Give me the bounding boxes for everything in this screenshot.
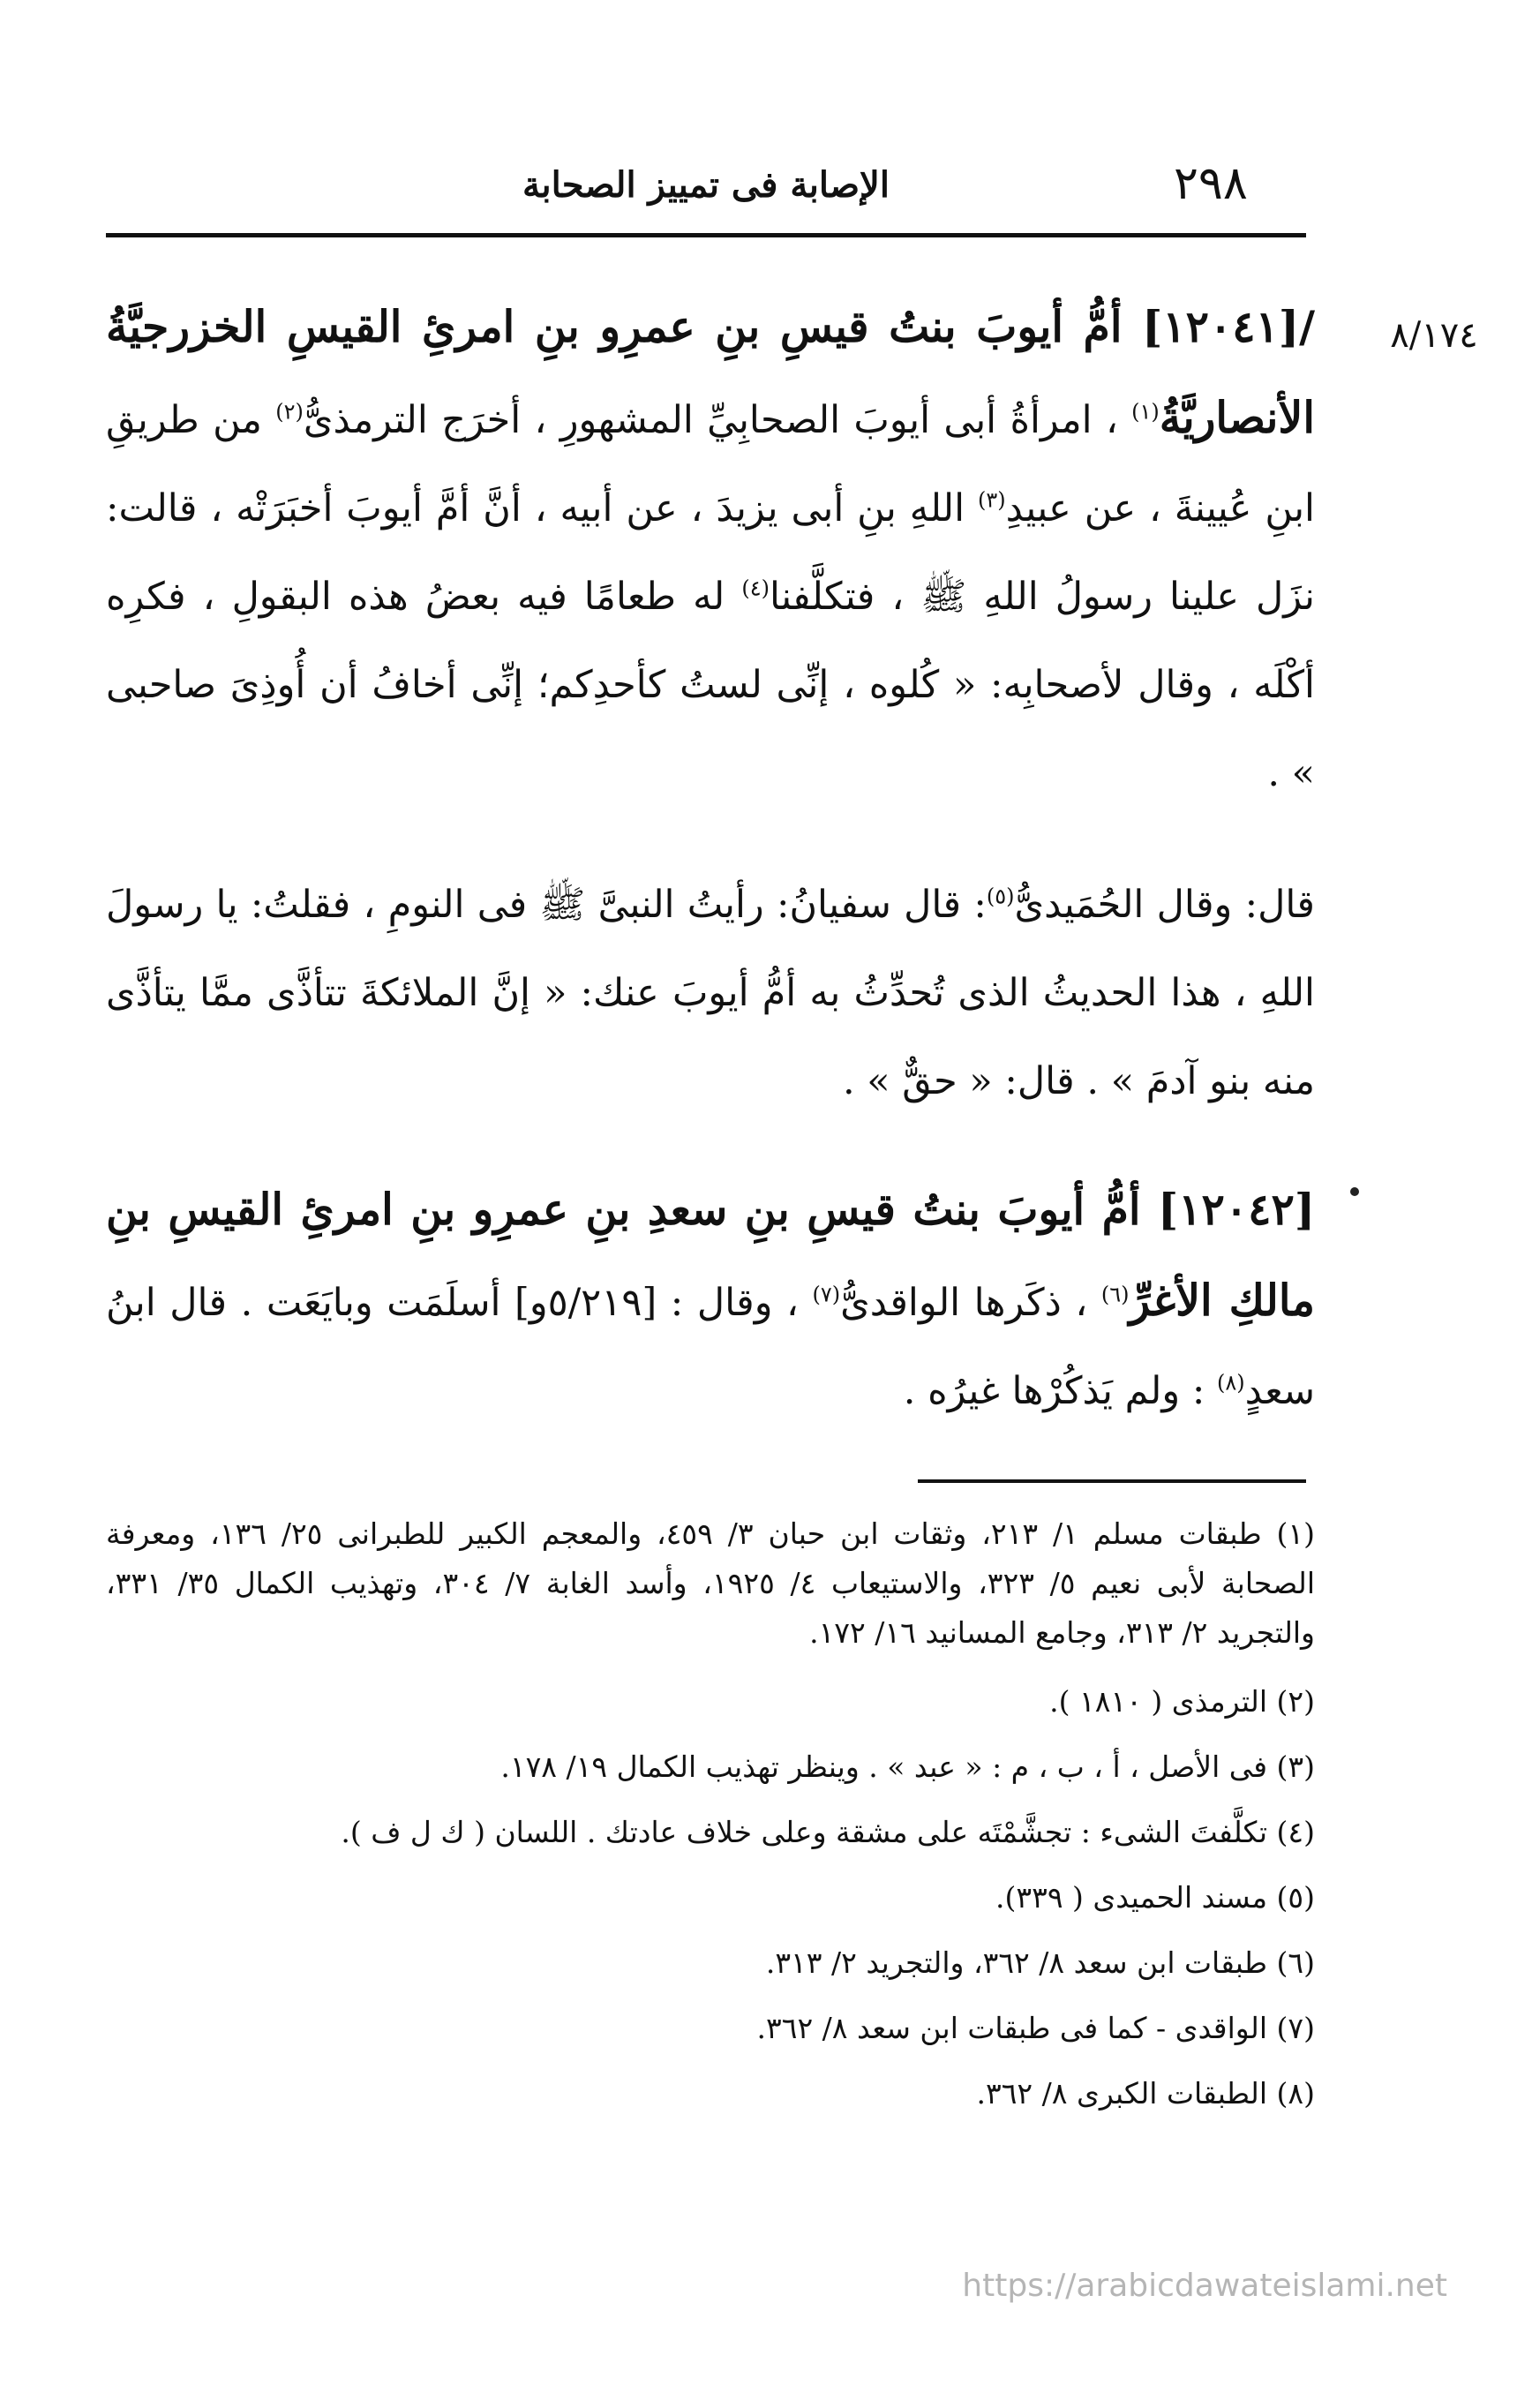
footnote-marker: (٦)	[1100, 1282, 1130, 1307]
footnote-marker: (٤)	[741, 576, 770, 601]
footnote-marker: (١)	[1131, 399, 1160, 425]
footnote-2	[106, 1677, 1315, 1727]
entry-text: ، ذكَرها الواقدىُّ	[840, 1281, 1088, 1325]
footnote-text: طبقات مسلم ١/ ٢١٣، وثقات ابن حبان ٣/ ٤٥٩، والمعجم الكبير للطبرانى ٢٥/ ١٣٦، ومعرفة الصحابة لأبى نعيم ٥/ ٣٢٣، والاستيعاب ٤/ ١٩٢٥، وأسد الغابة ٧/ ٣٠٤، وتهذيب الكمال ٣٥/ ٣٣١، والتجريد ٢/ ٣١٣، وجامع المسانيد ١٦/ ١٧٢.	[106, 1516, 1316, 1650]
page-number: ٢٩٨	[1174, 157, 1248, 210]
footnote-marker: (٧)	[812, 1282, 841, 1307]
footnote-8	[106, 2069, 1315, 2118]
entry-text: له طعامًا فيه بعضُ هذه البقولِ ، فكرِه أكْلَه ، وقال لأصحابِه: « كُلوه ، إنِّى لستُ كأحدِكم؛ إنِّى أخافُ أن أُوذِىَ صاحبى » .	[106, 575, 1315, 795]
footnote-text: طبقات ابن سعد ٨/ ٣٦٢، والتجريد ٢/ ٣١٣.	[765, 1945, 1268, 1980]
entry-heading: [١٢٠٤٢] أمُّ أيوبَ بنتُ قيسِ بنِ سعدِ بنِ عمرِو بنِ امرئِ القيسِ بنِ مالكِ الأغرِّ	[106, 1184, 1316, 1326]
footnote-number: (٤)	[1276, 1815, 1315, 1849]
footnote-text: تكلَّفتَ الشىء : تجشَّمْتَه على مشقة وعلى خلاف عادتك . اللسان ( ك ل ف ).	[341, 1815, 1268, 1849]
margin-dot	[1350, 1187, 1359, 1196]
footnote-1	[106, 1509, 1315, 1658]
narration-paragraph	[106, 861, 1315, 1143]
footnote-marker: (٥)	[986, 884, 1015, 909]
entry-text: ، امرأةُ أبى أيوبَ الصحابِيِّ المشهورِ ، أخرَج الترمذىُّ	[303, 398, 1118, 442]
footnote-marker: (٣)	[978, 487, 1006, 513]
entry-text: اللهِ بنِ أبى يزيدَ ، عن أبيه ، أنَّ أمَّ أيوبَ أخبَرَتْه ، قالت: نزَل علينا رسولُ اللهِ ﷺ ، فتكلَّفنا	[106, 486, 1315, 619]
entry-text: من طريقِ ابنِ عُيينةَ ، عن عبيدِ	[106, 398, 1315, 531]
entry-12041	[106, 282, 1315, 847]
footnote-number: (٢)	[1276, 1684, 1315, 1719]
entry-text: : ولم يَذكُرْها غيرُه .	[903, 1369, 1205, 1413]
entry-heading: /[١٢٠٤١] أمُّ أيوبَ بنتُ قيسِ بنِ عمرِو بنِ امرئِ القيسِ الخزرجيَّةُ الأنصاريَّةُ	[106, 301, 1315, 443]
header-rule	[106, 233, 1306, 237]
footnotes	[106, 1509, 1315, 2180]
narration-text: : قال سفيانُ: رأيتُ النبىَّ ﷺ فى النومِ ، فقلتُ: يا رسولَ اللهِ ، هذا الحديثُ الذى تُحدِّثُ به أمُّ أيوبَ عنك: « إنَّ الملائكةَ تتأذَّى ممَّا يتأذَّى منه بنو آدمَ » . قال: « حقٌّ » .	[106, 883, 1315, 1103]
running-title: الإصابة فى تمييز الصحابة	[522, 164, 890, 206]
footnote-text: مسند الحميدى ( ٣٣٩).	[995, 1880, 1268, 1915]
footnote-number: (٨)	[1276, 2076, 1315, 2111]
footnote-text: الترمذى ( ١٨١٠ ).	[1049, 1684, 1268, 1719]
footnote-6	[106, 1938, 1315, 1988]
entry-text: ، وقال : [٥/٢١٩و] أسلَمَت وبايَعَت . قال ابنُ سعدٍ	[106, 1281, 1315, 1413]
watermark-url: https://arabicdawateislami.net	[962, 2268, 1447, 2304]
narration-text: قال: وقال الحُمَيدىُّ	[1014, 883, 1315, 927]
entry-12042	[106, 1165, 1315, 1448]
footnote-number: (١)	[1276, 1516, 1316, 1551]
footnote-rule	[918, 1479, 1306, 1483]
footnote-text: الطبقات الكبرى ٨/ ٣٦٢.	[976, 2076, 1268, 2111]
footnote-marker: (٨)	[1217, 1370, 1245, 1396]
footnote-number: (٣)	[1276, 1750, 1315, 1784]
margin-volume-reference: ٨/١٧٤	[1390, 315, 1478, 356]
footnote-7	[106, 2004, 1315, 2053]
footnote-3	[106, 1742, 1315, 1792]
footnote-5	[106, 1873, 1315, 1923]
footnote-number: (٦)	[1276, 1945, 1315, 1980]
footnote-marker: (٢)	[275, 399, 304, 425]
footnote-text: فى الأصل ، أ ، ب ، م : « عبد » . وينظر تهذيب الكمال ١٩/ ١٧٨.	[500, 1750, 1268, 1784]
footnote-text: الواقدى - كما فى طبقات ابن سعد ٨/ ٣٦٢.	[756, 2011, 1268, 2045]
footnote-number: (٧)	[1276, 2011, 1315, 2045]
footnote-number: (٥)	[1276, 1880, 1315, 1915]
footnote-4	[106, 1808, 1315, 1857]
